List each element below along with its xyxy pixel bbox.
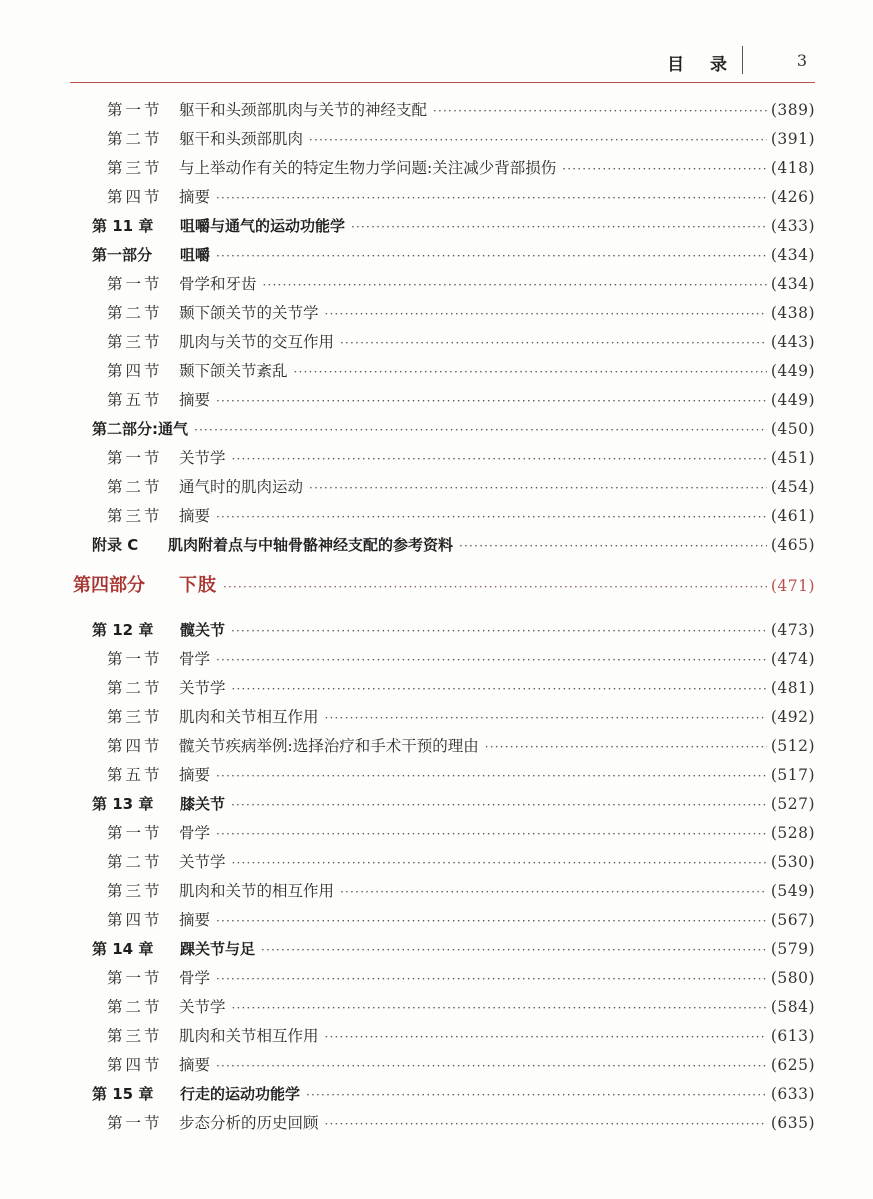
toc-leader-dots: [340, 333, 767, 353]
toc-title: 颞下颌关节的关节学: [179, 304, 319, 322]
toc-page: (449): [770, 391, 815, 409]
toc-chapter-row[interactable]: [92, 794, 815, 814]
toc-title: 下肢: [179, 575, 217, 596]
toc-chapter-row[interactable]: [92, 939, 815, 959]
toc-title: 咀嚼: [180, 246, 211, 264]
toc-label: 附录 C: [92, 536, 139, 554]
toc-page: (580): [770, 969, 815, 987]
toc-leader-dots: [306, 1085, 767, 1105]
toc-section-row[interactable]: [107, 707, 815, 727]
toc-label: 第一节: [107, 275, 163, 293]
toc-section-row[interactable]: [107, 477, 815, 497]
toc-page: (528): [770, 824, 815, 842]
toc-title: 摘要: [179, 1056, 211, 1074]
toc-title: 骨学和牙齿: [179, 275, 257, 293]
toc-title: 关节学: [179, 679, 226, 697]
toc-page: (584): [770, 998, 815, 1016]
toc-page: (473): [770, 621, 815, 639]
toc-label: 第一节: [107, 449, 163, 467]
toc-label: 第三节: [107, 1027, 163, 1045]
toc-chapter-row[interactable]: [92, 216, 815, 236]
toc-label: 第四节: [107, 188, 163, 206]
toc-page: (512): [770, 737, 815, 755]
toc-label: 第二节: [107, 853, 163, 871]
toc-title: 肌肉附着点与中轴骨骼神经支配的参考资料: [168, 536, 454, 554]
toc-chapter-row[interactable]: [92, 620, 815, 640]
toc-page: (433): [770, 217, 815, 235]
toc-section-row[interactable]: [107, 649, 815, 669]
toc-leader-dots: [325, 1027, 767, 1047]
toc-label: 第四节: [107, 911, 163, 929]
toc-leader-dots: [261, 940, 767, 960]
toc-section-row[interactable]: [107, 997, 815, 1017]
toc-title: 摘要: [179, 507, 211, 525]
toc-label: 第一节: [107, 1114, 163, 1132]
toc-leader-dots: [216, 824, 767, 844]
toc-leader-dots: [231, 795, 767, 815]
toc-section-row[interactable]: [107, 678, 815, 698]
toc-leader-dots: [216, 911, 767, 931]
toc-label: 第三节: [107, 507, 163, 525]
toc-title: 躯干和头颈部肌肉与关节的神经支配: [179, 101, 428, 119]
toc-page: (613): [770, 1027, 815, 1045]
toc-label: 第二节: [107, 478, 163, 496]
toc-title: :通气: [152, 420, 189, 438]
toc-title: 肌肉和关节相互作用: [179, 708, 319, 726]
toc-page: (434): [770, 246, 815, 264]
toc-leader-dots: [433, 101, 767, 121]
toc-page: (426): [770, 188, 815, 206]
toc-section-row[interactable]: [107, 1113, 815, 1133]
toc-page: (454): [770, 478, 815, 496]
toc-title: 骨学: [179, 969, 211, 987]
toc-title: 关节学: [179, 853, 226, 871]
toc-title: 颞下颌关节紊乱: [179, 362, 288, 380]
toc-section-row[interactable]: [107, 823, 815, 843]
toc-leader-dots: [351, 217, 767, 237]
toc-page: (391): [770, 130, 815, 148]
toc-page: (438): [770, 304, 815, 322]
toc-leader-dots: [216, 969, 767, 989]
toc-section-row[interactable]: [107, 852, 815, 872]
toc-title: 步态分析的历史回顾: [179, 1114, 319, 1132]
toc-subpart-row[interactable]: [92, 245, 815, 265]
toc-page: (449): [770, 362, 815, 380]
toc-page: (517): [770, 766, 815, 784]
toc-title: 摘要: [179, 911, 211, 929]
toc-page: (567): [770, 911, 815, 929]
toc-label: 第二节: [107, 998, 163, 1016]
toc-leader-dots: [216, 766, 767, 786]
toc-appendix-row[interactable]: [92, 535, 815, 555]
toc-title: 关节学: [179, 998, 226, 1016]
toc-section-row[interactable]: [107, 158, 815, 178]
toc-leader-dots: [216, 391, 767, 411]
toc-label: 第四节: [107, 362, 163, 380]
toc-label: 第四部分: [73, 575, 145, 596]
toc-leader-dots: [485, 737, 767, 757]
toc-section-row[interactable]: [107, 448, 815, 468]
toc-page: (451): [770, 449, 815, 467]
toc-leader-dots: [340, 882, 767, 902]
toc-title: 躯干和头颈部肌肉: [179, 130, 304, 148]
toc-page: (579): [770, 940, 815, 958]
toc-section-row[interactable]: [107, 332, 815, 352]
toc-label: 第一节: [107, 101, 163, 119]
toc-label: 第四节: [107, 737, 163, 755]
toc-title: 骨学: [179, 650, 211, 668]
toc-title: 肌肉和关节相互作用: [179, 1027, 319, 1045]
toc-page: (492): [770, 708, 815, 726]
toc-title: 骨学: [179, 824, 211, 842]
toc-section-row[interactable]: [107, 506, 815, 526]
toc-leader-dots: [325, 708, 767, 728]
toc-leader-dots: [309, 130, 767, 150]
toc-section-row[interactable]: [107, 129, 815, 149]
toc-section-row[interactable]: [107, 881, 815, 901]
toc-title: 膝关节: [180, 795, 226, 813]
toc-title: 肌肉与关节的交互作用: [179, 333, 335, 351]
toc-title: 摘要: [179, 391, 211, 409]
toc-label: 第四节: [107, 1056, 163, 1074]
toc-label: 第一节: [107, 650, 163, 668]
toc-page: (530): [770, 853, 815, 871]
toc-leader-dots: [231, 621, 767, 641]
toc-subpart-row[interactable]: [92, 419, 815, 439]
toc-label: 第三节: [107, 882, 163, 900]
toc-leader-dots: [325, 1114, 767, 1134]
toc-page: (389): [770, 101, 815, 119]
page-number: 3: [796, 51, 807, 70]
toc-title: 与上举动作有关的特定生物力学问题:关注减少背部损伤: [179, 159, 557, 177]
toc-section-row[interactable]: [107, 187, 815, 207]
toc-section-row[interactable]: [107, 1026, 815, 1046]
toc-page: (471): [770, 577, 815, 595]
toc-leader-dots: [232, 679, 767, 699]
toc-label: 第 13 章: [92, 795, 154, 813]
toc-chapter-row[interactable]: [92, 1084, 815, 1104]
toc-label: 第 15 章: [92, 1085, 154, 1103]
toc-leader-dots: [232, 998, 767, 1018]
toc-section-row[interactable]: [107, 736, 815, 756]
toc-page: (461): [770, 507, 815, 525]
toc-page: (474): [770, 650, 815, 668]
toc-title: 肌肉和关节的相互作用: [179, 882, 335, 900]
toc-leader-dots: [194, 420, 767, 440]
toc-label: 第三节: [107, 708, 163, 726]
toc-leader-dots: [223, 574, 767, 600]
toc-leader-dots: [232, 853, 767, 873]
toc-title: 髋关节: [180, 621, 226, 639]
toc-leader-dots: [325, 304, 767, 324]
toc-label: 第二节: [107, 130, 163, 148]
toc-page: (633): [770, 1085, 815, 1103]
toc-leader-dots: [216, 507, 767, 527]
toc-title: 摘要: [179, 188, 211, 206]
toc-leader-dots: [216, 650, 767, 670]
toc-label: 第 12 章: [92, 621, 154, 639]
toc-title: 摘要: [179, 766, 211, 784]
toc-label: 第三节: [107, 159, 163, 177]
toc-label: 第五节: [107, 391, 163, 409]
toc-page: (434): [770, 275, 815, 293]
toc-section-row[interactable]: [107, 968, 815, 988]
toc-page: (549): [770, 882, 815, 900]
page-header: [70, 50, 815, 83]
toc-page: (527): [770, 795, 815, 813]
toc-title: 踝关节与足: [180, 940, 256, 958]
toc-page: (635): [770, 1114, 815, 1132]
toc-page: (465): [770, 536, 815, 554]
toc-page: (443): [770, 333, 815, 351]
toc-label: 第一部分: [92, 246, 153, 264]
toc-page: (625): [770, 1056, 815, 1074]
toc-label: 第二部分: [92, 420, 153, 438]
toc-leader-dots: [309, 478, 767, 498]
toc-label: 第 11 章: [92, 217, 154, 235]
toc-part-row[interactable]: [73, 573, 815, 599]
toc-label: 第一节: [107, 824, 163, 842]
toc-section-row[interactable]: [107, 390, 815, 410]
toc-title: 咀嚼与通气的运动功能学: [180, 217, 346, 235]
toc-label: 第二节: [107, 304, 163, 322]
toc-page: (418): [770, 159, 815, 177]
header-title: 目 录: [667, 55, 737, 75]
toc-label: 第 14 章: [92, 940, 154, 958]
toc-section-row[interactable]: [107, 361, 815, 381]
toc-leader-dots: [216, 1056, 767, 1076]
toc-section-row[interactable]: [107, 274, 815, 294]
toc-leader-dots: [232, 449, 767, 469]
toc-section-row[interactable]: [107, 1055, 815, 1075]
toc-page: (481): [770, 679, 815, 697]
toc-leader-dots: [562, 159, 767, 179]
toc-section-row[interactable]: [107, 765, 815, 785]
toc-leader-dots: [459, 536, 767, 556]
toc-label: 第一节: [107, 969, 163, 987]
toc-label: 第二节: [107, 679, 163, 697]
header-divider: [742, 46, 744, 74]
toc-label: 第三节: [107, 333, 163, 351]
toc-title: 关节学: [179, 449, 226, 467]
toc-label: 第五节: [107, 766, 163, 784]
toc-title: 行走的运动功能学: [180, 1085, 301, 1103]
toc-leader-dots: [294, 362, 767, 382]
toc-section-row[interactable]: [107, 100, 815, 120]
toc-title: 髋关节疾病举例:选择治疗和手术干预的理由: [179, 737, 479, 755]
toc-section-row[interactable]: [107, 303, 815, 323]
toc-leader-dots: [216, 246, 767, 266]
toc-leader-dots: [263, 275, 767, 295]
toc-page: (450): [770, 420, 815, 438]
toc-leader-dots: [216, 188, 767, 208]
toc-title: 通气时的肌肉运动: [179, 478, 304, 496]
toc-section-row[interactable]: [107, 910, 815, 930]
